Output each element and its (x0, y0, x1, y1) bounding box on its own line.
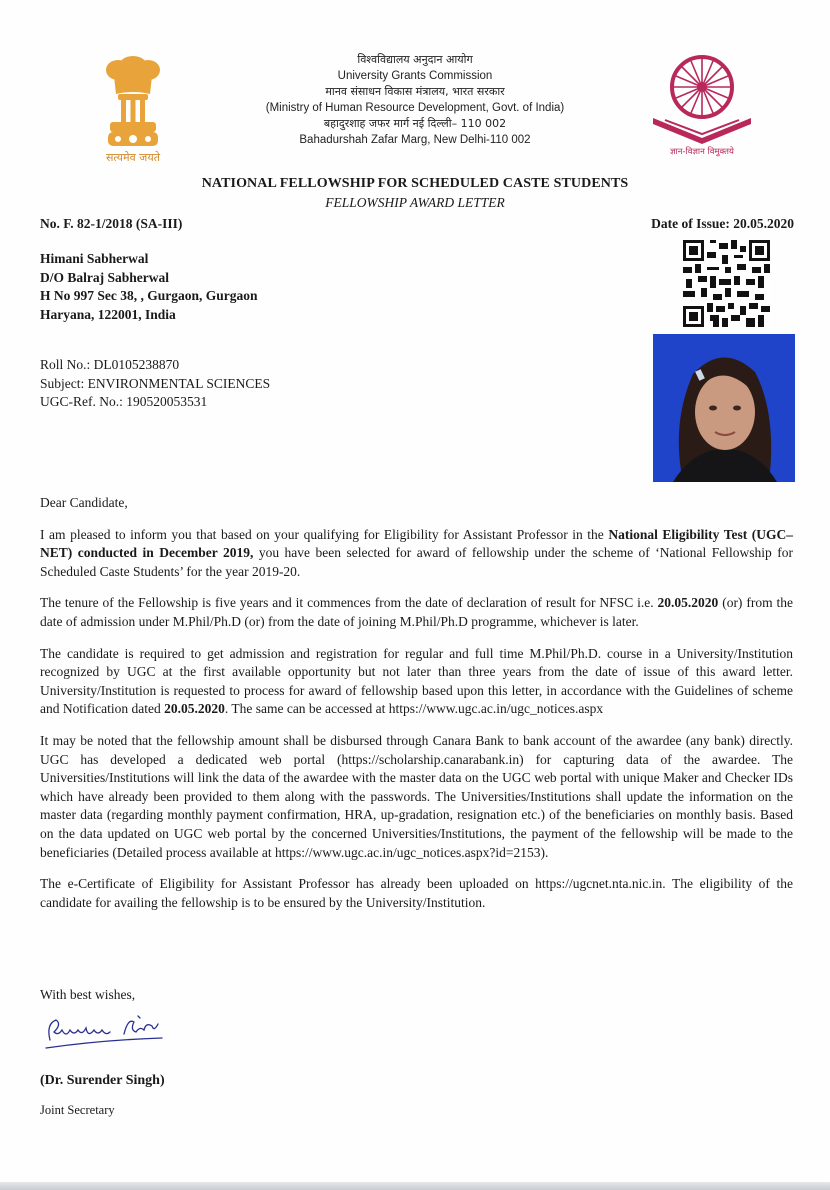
paragraph-disbursement: It may be noted that the fellowship amount shall be disbursed through Canara Bank to bank account of the awardee (any bank) directly. UGC has developed a dedicated web portal (https://scholarship.canarabank.in) for capturing data of the awardee. The Universities/Institutions will link the data of the awardee with the master data on the UGC web portal with unique Maker and Checker IDs which have already been provided to them along with the passwords. The Universities/Institutions shall update the information on the master data (regarding monthly payment confirmation, HRA, up-gradation, resignation etc.) of the beneficiaries on monthly basis. Based on the data updated on UGC web portal by the concerned Universities/Institutions, the payment of the fellowship will be made to the beneficiaries (Detailed process available at https://www.ugc.ac.in/ugc_notices.aspx?id=2153). (40, 732, 793, 860)
letterhead (225, 52, 605, 148)
recipient-name: Himani Sabherwal (40, 251, 149, 266)
org-name-english: University Grants Commission (337, 70, 493, 82)
letter-subtitle: FELLOWSHIP AWARD LETTER (325, 195, 505, 210)
ministry-hindi: मानव संसाधन विकास मंत्रालय, भारत सरकार (325, 85, 505, 98)
recipient-address-line1: H No 997 Sec 38, , Gurgaon, Gurgaon (40, 288, 258, 303)
paragraph-admission (40, 645, 793, 719)
reference-number: No. F. 82-1/2018 (SA-III) (40, 216, 183, 231)
ugc-logo-icon (645, 52, 760, 157)
subject: Subject: ENVIRONMENTAL SCIENCES (40, 375, 271, 391)
signature-image (42, 1010, 172, 1052)
signer-designation: Joint Secretary (40, 1103, 115, 1117)
candidate-photo (653, 334, 795, 482)
roll-number: Roll No.: DL0105238870 (40, 357, 180, 372)
paragraph-certificate: The e-Certificate of Eligibility for Assistant Professor has already been uploaded on https://ugcnet.nta.nic.in. The eligibility of the candidate for availing the fellowship is to be ensured by the University/Institution. (40, 876, 793, 910)
signer-name: (Dr. Surender Singh) (40, 1073, 165, 1088)
paragraph-bold-text: 20.05.2020 (164, 701, 225, 717)
paragraph-text: The candidate is required to get admission and registration for regular and full time M.Phil/Ph.D. course in a University/Institution recognized by UGC at the first available opportunity but not later than three years from the date of issue of this award letter. University/Institution is requested to process for award of fellowship based upon this letter, in accordance with the Guidelines of scheme and Notification dated (40, 645, 793, 717)
recipient-address (40, 250, 258, 324)
svg-text:ज्ञान-विज्ञान विमुक्तये: ज्ञान-विज्ञान विमुक्तये (670, 147, 734, 157)
paragraph-bold-text: 20.05.2020 (657, 595, 719, 611)
svg-text:सत्यमेव जयते: सत्यमेव जयते (105, 151, 161, 164)
address-hindi: बहादुरशाह जफर मार्ग नई दिल्ली– 110 002 (323, 117, 507, 130)
paragraph-text: . The same can be accessed at https://www.ugc.ac.in/ugc_notices.aspx (224, 701, 604, 717)
qr-code-icon (683, 240, 770, 327)
paragraph-text: you have been selected for award of fellowship under the scheme of ‘National Fellowship for Scheduled Caste Students’ for the year 2019-20. (40, 545, 793, 579)
salutation: Dear Candidate, (40, 495, 128, 510)
paragraph-bold-text: National Eligibility Test (UGC–NET) conducted in December 2019, (40, 526, 793, 561)
date-of-issue: Date of Issue: 20.05.2020 (651, 216, 794, 231)
address-english: Bahadurshah Zafar Marg, New Delhi-110 002 (299, 134, 531, 146)
letter-body (40, 494, 793, 925)
recipient-address-line2: Haryana, 122001, India (40, 306, 176, 322)
ministry-english: (Ministry of Human Resource Development, Govt. of India) (265, 102, 565, 114)
candidate-details (40, 356, 270, 412)
ugc-ref-number: UGC-Ref. No.: 190520053531 (40, 394, 208, 409)
viewer-bottom-edge (0, 1182, 830, 1190)
closing-greeting: With best wishes, (40, 987, 136, 1002)
org-name-hindi: विश्वविद्यालय अनुदान आयोग (357, 53, 473, 66)
paragraph-text: (or) from the date of admission under M.Phil/Ph.D (or) from the date of joining M.Phil/Ph.D programme, whichever is later. (40, 595, 793, 629)
paragraph-text: I am pleased to inform you that based on your qualifying for Eligibility for Assistant Professor in the (40, 526, 609, 542)
letter-title: NATIONAL FELLOWSHIP FOR SCHEDULED CASTE STUDENTS (201, 176, 629, 191)
paragraph-selection (40, 526, 793, 582)
paragraph-tenure (40, 594, 793, 631)
national-emblem-icon (88, 48, 178, 166)
recipient-relation: D/O Balraj Sabherwal (40, 269, 170, 285)
paragraph-text: The tenure of the Fellowship is five years and it commences from the date of declaration of result for NFSC i.e. (40, 595, 658, 611)
